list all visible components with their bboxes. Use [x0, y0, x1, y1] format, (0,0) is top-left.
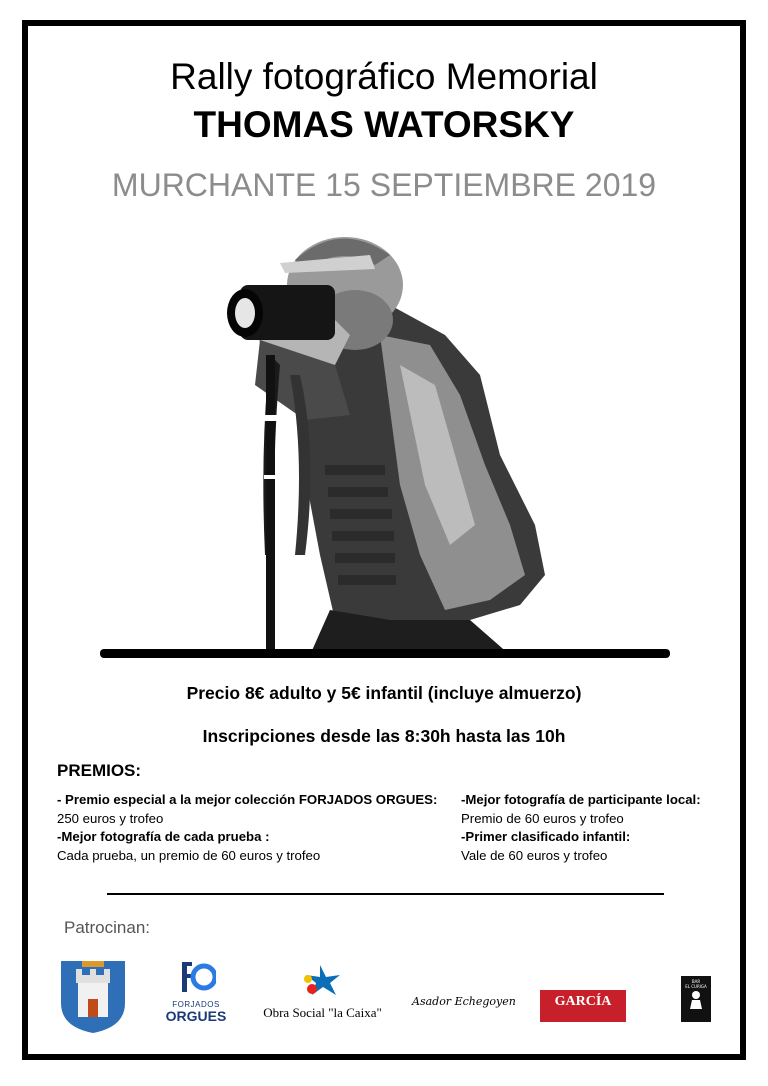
la-caixa-logo — [255, 963, 390, 1025]
title-line-1: Rally fotográfico Memorial — [170, 56, 598, 97]
registration-info: Inscripciones desde las 8:30h hasta las 10h — [202, 726, 566, 746]
bar-el-curiga-logo — [681, 976, 711, 1022]
title-line-2: THOMAS WATORSKY — [193, 104, 575, 145]
garcia-logo — [540, 990, 626, 1022]
prize-description: Premio de 60 euros y trofeo — [461, 810, 624, 826]
orgues-label: ORGUES — [165, 1008, 227, 1024]
prizes-right-column — [461, 791, 741, 865]
garcia-label: GARCÍA — [554, 994, 612, 1009]
bar-label: BAR — [691, 979, 701, 984]
sponsors-label: Patrocinan: — [64, 918, 150, 937]
prize-description: Vale de 60 euros y trofeo — [461, 847, 608, 863]
forjados-label: FORJADOS — [172, 1000, 220, 1009]
prize-description: Cada prueba, un premio de 60 euros y trofeo — [57, 847, 321, 863]
prize-title: - Premio especial a la mejor colección FORJADOS ORGUES: — [57, 792, 438, 807]
caixa-star-icon — [298, 963, 348, 999]
bar-figure-icon — [687, 989, 705, 1011]
asador-echegoyen-logo: Asador Echegoyen — [412, 995, 516, 1008]
event-date-subtitle: MURCHANTE 15 SEPTIEMBRE 2019 — [111, 167, 657, 203]
prize-title: -Primer clasificado infantil: — [461, 829, 631, 844]
prize-title: -Mejor fotografía de cada prueba : — [57, 829, 270, 844]
section-divider — [107, 893, 664, 895]
price-info: Precio 8€ adulto y 5€ infantil (incluye almuerzo) — [186, 683, 582, 703]
bar-name-label: EL CURIGA — [685, 984, 707, 989]
forjados-orgues-logo — [160, 958, 232, 1030]
caixa-label: Obra Social "la Caixa" — [263, 1005, 382, 1020]
prizes-heading: PREMIOS: — [57, 761, 142, 780]
town-shield-logo — [58, 955, 128, 1035]
prizes-left-column — [57, 791, 457, 865]
photographer-photo — [90, 225, 680, 665]
prize-description: 250 euros y trofeo — [57, 810, 164, 826]
forjados-icon — [176, 958, 216, 996]
prize-title: -Mejor fotografía de participante local: — [461, 792, 701, 807]
